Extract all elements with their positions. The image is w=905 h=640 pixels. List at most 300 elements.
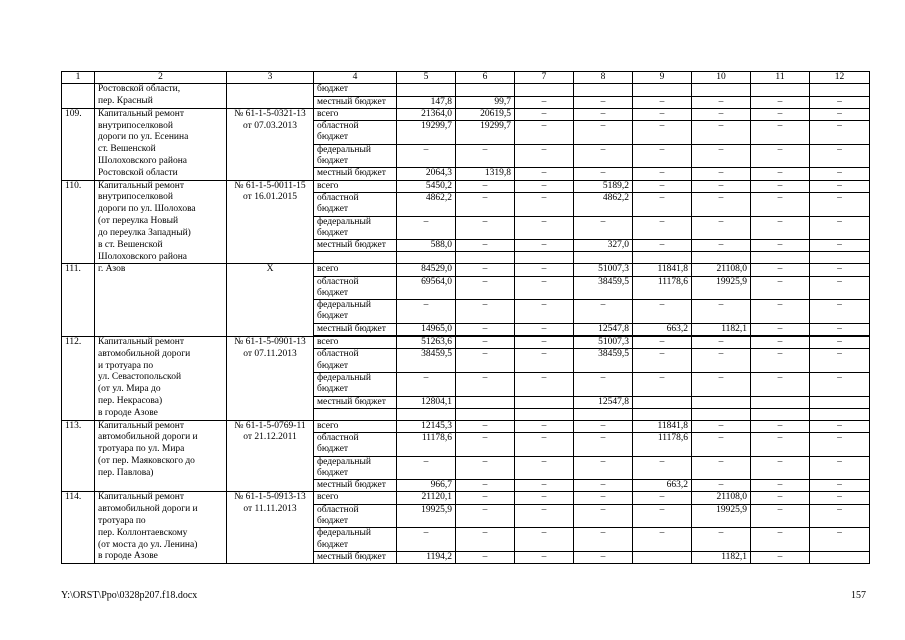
amount-cell [633,252,692,264]
row-number [62,323,95,335]
amount-cell: – [574,551,633,563]
table-row [62,216,870,228]
amount-cell [515,396,574,408]
amount-cell: – [633,492,692,504]
object-name: автомобильной дороги и [95,432,227,444]
document-number [227,84,314,96]
row-number [62,204,95,216]
amount-cell [515,540,574,552]
amount-cell [515,84,574,96]
amount-cell: – [692,240,751,252]
table-row [62,349,870,361]
table-row [62,337,870,349]
amount-cell [810,384,870,396]
amount-cell: – [574,456,633,468]
amount-cell: – [751,551,810,563]
table-row [62,504,870,516]
amount-cell [456,361,515,373]
amount-cell: – [751,264,810,276]
amount-cell [574,468,633,480]
amount-cell [397,444,456,456]
amount-cell [692,540,751,552]
amount-cell [751,132,810,144]
row-number: 109. [62,108,95,120]
amount-cell: – [633,504,692,516]
amount-cell: – [397,144,456,156]
amount-cell [633,228,692,240]
amount-cell: – [692,121,751,133]
amount-cell: – [515,240,574,252]
amount-cell [515,384,574,396]
object-name: в городе Азове [95,551,227,563]
object-name: Капитальный ремонт [95,108,227,120]
document-number: от 07.03.2013 [227,121,314,133]
document-number [227,240,314,252]
amount-cell: – [751,432,810,444]
budget-source: бюджет [314,204,397,216]
table-row [62,480,870,492]
amount-cell [456,252,515,264]
amount-cell [633,311,692,323]
amount-cell: – [515,432,574,444]
amount-cell: 147,8 [397,96,456,108]
budget-source: местный бюджет [314,551,397,563]
budget-source: бюджет [314,540,397,552]
amount-cell: – [751,276,810,288]
amount-cell: – [515,551,574,563]
amount-cell [751,444,810,456]
amount-cell [633,468,692,480]
document-number [227,96,314,108]
amount-cell [692,84,751,96]
amount-cell [633,444,692,456]
budget-source: бюджет [314,228,397,240]
amount-cell: – [751,420,810,432]
amount-cell [397,540,456,552]
budget-source: областной [314,349,397,361]
object-name: в городе Азове [95,408,227,420]
budget-source: всего [314,264,397,276]
table-row [62,432,870,444]
budget-source: бюджет [314,311,397,323]
amount-cell [574,444,633,456]
amount-cell: – [515,121,574,133]
object-name: автомобильной дороги [95,349,227,361]
amount-cell: – [515,144,574,156]
amount-cell [397,228,456,240]
amount-cell: 21108,0 [692,492,751,504]
amount-cell [515,252,574,264]
amount-cell [751,361,810,373]
row-number: 111. [62,264,95,276]
object-name: г. Азов [95,264,227,276]
amount-cell [515,361,574,373]
budget-source: бюджет [314,516,397,528]
amount-cell [515,408,574,420]
table-row [62,300,870,312]
amount-cell: 11178,6 [397,432,456,444]
amount-cell: 21364,0 [397,108,456,120]
table-row [62,168,870,180]
amount-cell: 11841,8 [633,264,692,276]
object-name: (от моста до ул. Ленина) [95,540,227,552]
amount-cell: 20619,5 [456,108,515,120]
amount-cell: – [692,480,751,492]
document-number [227,132,314,144]
amount-cell: – [456,216,515,228]
object-name: Капитальный ремонт [95,180,227,192]
amount-cell [397,252,456,264]
document-number [227,516,314,528]
document-number: № 61-1-5-0321-13 [227,108,314,120]
object-name: Капитальный ремонт [95,420,227,432]
amount-cell: – [456,432,515,444]
amount-cell: – [751,121,810,133]
budget-source [314,408,397,420]
amount-cell [515,468,574,480]
column-header: 7 [515,72,574,84]
amount-cell [456,311,515,323]
row-number: 114. [62,492,95,504]
amount-cell [810,408,870,420]
amount-cell [692,384,751,396]
amount-cell [633,396,692,408]
amount-cell: – [515,168,574,180]
object-name [95,323,227,335]
row-number: 110. [62,180,95,192]
amount-cell: – [397,528,456,540]
table-row [62,408,870,420]
column-header: 4 [314,72,397,84]
row-number [62,540,95,552]
table-body [62,84,870,564]
table-row [62,96,870,108]
amount-cell: – [574,96,633,108]
document-number [227,396,314,408]
budget-source: бюджет [314,468,397,480]
page-number: 157 [851,590,866,601]
table-row [62,240,870,252]
document-number [227,252,314,264]
budget-source: областной [314,192,397,204]
table-row [62,84,870,96]
column-header: 12 [810,72,870,84]
amount-cell [515,204,574,216]
amount-cell: – [633,144,692,156]
amount-cell: – [810,349,870,361]
amount-cell: – [456,276,515,288]
amount-cell: – [574,528,633,540]
document-number [227,144,314,156]
amount-cell: – [456,300,515,312]
row-number [62,300,95,312]
row-number [62,361,95,373]
amount-cell [751,228,810,240]
amount-cell: – [692,420,751,432]
row-number [62,311,95,323]
table-row [62,228,870,240]
table-row [62,252,870,264]
amount-cell: 4862,2 [397,192,456,204]
amount-cell [810,204,870,216]
object-name: (от ул. Мира до [95,384,227,396]
document-number [227,216,314,228]
amount-cell: – [456,323,515,335]
table-row [62,516,870,528]
budget-source: областной [314,121,397,133]
object-name: дороги по ул. Есенина [95,132,227,144]
amount-cell: 12145,3 [397,420,456,432]
amount-cell [751,204,810,216]
amount-cell [633,84,692,96]
amount-cell: – [574,108,633,120]
amount-cell: – [456,456,515,468]
amount-cell [456,156,515,168]
amount-cell [692,288,751,300]
amount-cell [574,516,633,528]
object-name: тротуара по [95,516,227,528]
amount-cell [397,361,456,373]
amount-cell: 51007,3 [574,264,633,276]
amount-cell: – [456,492,515,504]
object-name: до переулка Западный) [95,228,227,240]
budget-source: федеральный [314,372,397,384]
row-number [62,288,95,300]
amount-cell: – [633,349,692,361]
amount-cell [751,468,810,480]
amount-cell [633,204,692,216]
amount-cell [397,84,456,96]
amount-cell [515,516,574,528]
amount-cell: – [692,300,751,312]
amount-cell: – [515,264,574,276]
amount-cell: – [751,180,810,192]
budget-source: местный бюджет [314,396,397,408]
amount-cell: – [574,168,633,180]
column-header: 2 [95,72,227,84]
amount-cell: – [633,216,692,228]
amount-cell: – [751,192,810,204]
document-number [227,551,314,563]
amount-cell: 14965,0 [397,323,456,335]
amount-cell: 588,0 [397,240,456,252]
table-row [62,204,870,216]
amount-cell: – [574,372,633,384]
budget-source: федеральный [314,216,397,228]
amount-cell: 84529,0 [397,264,456,276]
column-header: 5 [397,72,456,84]
amount-cell [456,204,515,216]
amount-cell [810,468,870,480]
amount-cell: – [692,108,751,120]
amount-cell: – [633,240,692,252]
document-number [227,372,314,384]
amount-cell: – [515,108,574,120]
amount-cell [810,252,870,264]
amount-cell [751,408,810,420]
row-number [62,396,95,408]
amount-cell [810,396,870,408]
row-number [62,504,95,516]
object-name: пер. Красный [95,96,227,108]
amount-cell [751,396,810,408]
object-name [95,480,227,492]
row-number [62,480,95,492]
amount-cell: – [456,192,515,204]
object-name: Шолоховского района [95,156,227,168]
amount-cell: – [515,337,574,349]
amount-cell [633,384,692,396]
amount-cell [692,468,751,480]
table-row [62,323,870,335]
object-name: (от переулка Новый [95,216,227,228]
amount-cell: – [810,108,870,120]
amount-cell [397,288,456,300]
amount-cell [574,156,633,168]
budget-source: областной [314,432,397,444]
row-number [62,96,95,108]
document-number: от 11.11.2013 [227,504,314,516]
amount-cell: – [751,108,810,120]
amount-cell [810,311,870,323]
budget-source: федеральный [314,300,397,312]
amount-cell [456,540,515,552]
row-number [62,372,95,384]
document-number [227,288,314,300]
document-number [227,323,314,335]
amount-cell [692,252,751,264]
object-name: Ростовской области [95,168,227,180]
amount-cell: 1319,8 [456,168,515,180]
amount-cell [456,384,515,396]
amount-cell [810,551,870,563]
amount-cell: – [574,480,633,492]
row-number [62,444,95,456]
row-number [62,156,95,168]
amount-cell [574,228,633,240]
amount-cell: – [456,240,515,252]
amount-cell: – [810,216,870,228]
amount-cell: – [456,144,515,156]
amount-cell: – [810,337,870,349]
amount-cell: 4862,2 [574,192,633,204]
budget-source: всего [314,180,397,192]
amount-cell: – [751,216,810,228]
row-number [62,456,95,468]
document-number [227,468,314,480]
file-path: Y:\ORST\Ppo\0328p207.f18.docx [61,590,198,601]
document-number [227,156,314,168]
budget-source: местный бюджет [314,96,397,108]
amount-cell: – [751,504,810,516]
amount-cell: 5450,2 [397,180,456,192]
table-row [62,528,870,540]
budget-source: всего [314,420,397,432]
amount-cell: 51007,3 [574,337,633,349]
amount-cell: 69564,0 [397,276,456,288]
object-name: пер. Некрасова) [95,396,227,408]
budget-table [61,71,870,564]
amount-cell: – [751,337,810,349]
object-name: Ростовской области, [95,84,227,96]
amount-cell: – [751,96,810,108]
amount-cell: – [574,504,633,516]
amount-cell: 11178,6 [633,276,692,288]
row-number [62,384,95,396]
object-name: и тротуара по [95,361,227,373]
row-number [62,432,95,444]
amount-cell: – [810,96,870,108]
amount-cell [574,252,633,264]
amount-cell: 38459,5 [397,349,456,361]
amount-cell [515,311,574,323]
amount-cell: – [633,180,692,192]
amount-cell: 1182,1 [692,551,751,563]
amount-cell: – [751,456,810,468]
amount-cell: – [633,192,692,204]
amount-cell: – [397,216,456,228]
document-number: X [227,264,314,276]
amount-cell: – [692,96,751,108]
amount-cell [633,516,692,528]
row-number [62,228,95,240]
amount-cell [751,516,810,528]
amount-cell [456,516,515,528]
document-number: № 61-1-5-0913-13 [227,492,314,504]
row-number [62,121,95,133]
amount-cell: 12547,8 [574,396,633,408]
amount-cell: – [574,216,633,228]
budget-source: областной [314,504,397,516]
amount-cell [633,551,692,563]
amount-cell: – [574,492,633,504]
amount-cell [751,540,810,552]
budget-source: местный бюджет [314,168,397,180]
amount-cell [515,444,574,456]
amount-cell: – [810,323,870,335]
amount-cell: – [692,192,751,204]
document-number [227,168,314,180]
amount-cell [574,132,633,144]
row-number [62,192,95,204]
table-row [62,420,870,432]
object-name: автомобильной дороги и [95,504,227,516]
amount-cell [397,384,456,396]
amount-cell: – [633,168,692,180]
amount-cell: – [692,144,751,156]
document-number [227,204,314,216]
budget-source: бюджет [314,361,397,373]
table-row [62,361,870,373]
amount-cell: – [810,144,870,156]
row-number: 113. [62,420,95,432]
amount-cell: – [810,528,870,540]
document-number [227,311,314,323]
amount-cell: 1182,1 [692,323,751,335]
document-number [227,300,314,312]
amount-cell: 19925,9 [692,276,751,288]
amount-cell [751,156,810,168]
amount-cell [751,288,810,300]
table-row [62,492,870,504]
table-row [62,288,870,300]
amount-cell [751,252,810,264]
document-number [227,408,314,420]
document-number: от 21.12.2011 [227,432,314,444]
table-row [62,540,870,552]
document-number [227,480,314,492]
amount-cell: – [515,372,574,384]
